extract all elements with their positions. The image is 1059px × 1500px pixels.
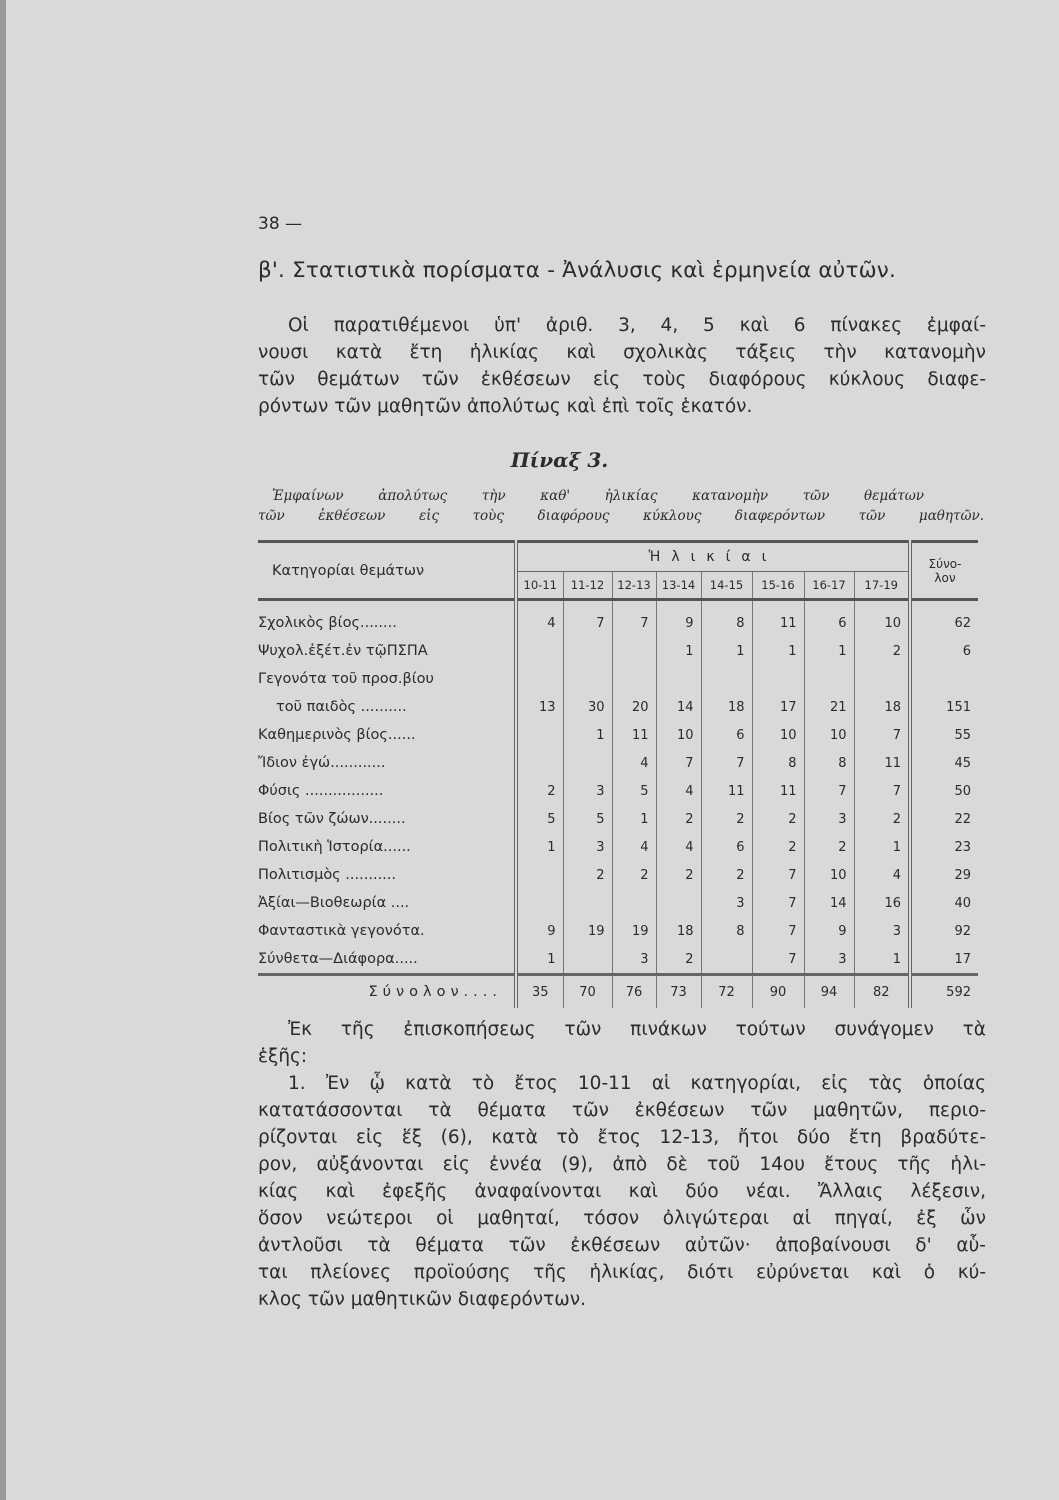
conclusion-line: κατατάσσονται τὰ θέματα τῶν ἐκθέσεων τῶν μαθητῶν, περιο- (258, 1100, 986, 1121)
value-cell (516, 889, 563, 917)
value-cell: 3 (854, 917, 910, 945)
conclusion-line: 1. Ἐν ᾧ κατὰ τὸ ἔτος 10-11 αἱ κατηγορίαι, εἰς τὰς ὁποίας (288, 1073, 986, 1094)
value-cell: 7 (563, 600, 612, 638)
conclusion-line: ἑξῆς: (258, 1046, 308, 1067)
table-row (258, 945, 978, 975)
age-column-header: 12-13 (612, 572, 656, 600)
value-cell: 4 (516, 600, 563, 638)
row-label: Ἀξίαι—Βιοθεωρία .... (258, 895, 410, 911)
value-cell: 7 (701, 749, 752, 777)
value-cell: 6 (701, 833, 752, 861)
value-cell: 7 (854, 777, 910, 805)
conclusion-line: Ἐκ τῆς ἐπισκοπήσεως τῶν πινάκων τούτων συνάγομεν τὰ (288, 1019, 986, 1040)
value-cell (612, 637, 656, 665)
value-cell: 4 (854, 861, 910, 889)
empty-cell (854, 665, 910, 693)
value-cell: 21 (804, 693, 854, 721)
value-cell: 19 (612, 917, 656, 945)
value-cell: 2 (612, 861, 656, 889)
row-label: Πολιτισμὸς ........... (258, 867, 397, 883)
totals-row (258, 975, 978, 1009)
value-cell: 9 (516, 917, 563, 945)
value-cell (612, 889, 656, 917)
value-cell (516, 749, 563, 777)
value-cell: 19 (563, 917, 612, 945)
value-cell: 1 (701, 637, 752, 665)
value-cell: 11 (752, 600, 804, 638)
ages-header: Ἡλικίαι (516, 542, 910, 572)
value-cell: 1 (854, 833, 910, 861)
value-cell: 7 (752, 945, 804, 975)
value-cell: 14 (656, 693, 701, 721)
intro-line: τῶν θεμάτων τῶν ἐκθέσεων εἰς τοὺς διαφόρους κύκλους διαφε- (258, 369, 986, 390)
data-table (258, 540, 978, 1008)
value-cell: 3 (804, 805, 854, 833)
row-label: Φανταστικὰ γεγονότα. (258, 923, 425, 939)
age-column-header: 13-14 (656, 572, 701, 600)
caption-line: τῶν ἐκθέσεων εἰς τοὺς διαφόρους κύκλους διαφερόντων τῶν μαθητῶν. (258, 508, 984, 524)
value-cell: 2 (656, 861, 701, 889)
value-cell (563, 945, 612, 975)
conclusion-line: κίας καὶ ἐφεξῆς ἀναφαίνονται καὶ δύο νέαι. Ἄλλαις λέξεσιν, (258, 1181, 986, 1202)
row-label: Ἴδιον ἐγώ............ (258, 755, 386, 771)
value-cell: 7 (752, 861, 804, 889)
table-row (258, 777, 978, 805)
value-cell: 3 (563, 777, 612, 805)
conclusion-line: ται πλείονες προϊούσης τῆς ἡλικίας, διότι εὐρύνεται καὶ ὁ κύ- (258, 1262, 986, 1283)
value-cell: 2 (563, 861, 612, 889)
value-cell: 2 (804, 833, 854, 861)
value-cell: 2 (854, 637, 910, 665)
section-heading: β'. Στατιστικὰ πορίσματα - Ἀνάλυσις καὶ ἑρμηνεία αὐτῶν. (258, 258, 897, 283)
row-label: Φύσις ................. (258, 783, 384, 799)
empty-cell (516, 665, 563, 693)
value-cell: 10 (752, 721, 804, 749)
age-column-header: 15-16 (752, 572, 804, 600)
empty-cell (910, 665, 978, 693)
table-title: Πίναξ 3. (510, 448, 609, 472)
row-total-cell: 55 (910, 721, 978, 749)
value-cell: 14 (804, 889, 854, 917)
row-total-cell: 92 (910, 917, 978, 945)
value-cell: 2 (656, 945, 701, 975)
row-label: Πολιτικὴ Ἱστορία...... (258, 839, 411, 855)
row-total-cell: 6 (910, 637, 978, 665)
value-cell: 4 (612, 833, 656, 861)
table-row (258, 693, 978, 721)
table-row (258, 805, 978, 833)
value-cell: 6 (804, 600, 854, 638)
table-row-label-continuation (258, 665, 978, 693)
value-cell: 1 (612, 805, 656, 833)
age-column-header: 16-17 (804, 572, 854, 600)
table-row (258, 917, 978, 945)
value-cell: 2 (656, 805, 701, 833)
conclusion-line: κλος τῶν μαθητικῶν διαφερόντων. (258, 1289, 586, 1310)
value-cell: 11 (854, 749, 910, 777)
conclusion-line: ἀντλοῦσι τὰ θέματα τῶν ἐκθέσεων αὐτῶν· ἀποβαίνουσι δ' αὗ- (258, 1235, 986, 1256)
empty-cell (656, 665, 701, 693)
column-total-cell: 72 (701, 975, 752, 1009)
row-total-cell: 23 (910, 833, 978, 861)
value-cell: 10 (656, 721, 701, 749)
value-cell: 1 (854, 945, 910, 975)
age-column-header: 14-15 (701, 572, 752, 600)
value-cell: 18 (854, 693, 910, 721)
value-cell: 8 (701, 600, 752, 638)
grand-total-cell: 592 (910, 975, 978, 1009)
scan-edge (0, 0, 6, 1500)
row-total-cell: 40 (910, 889, 978, 917)
row-total-cell: 62 (910, 600, 978, 638)
column-total-cell: 35 (516, 975, 563, 1009)
value-cell (563, 889, 612, 917)
value-cell (516, 721, 563, 749)
value-cell (563, 749, 612, 777)
table-row (258, 861, 978, 889)
table-row (258, 833, 978, 861)
value-cell: 8 (701, 917, 752, 945)
value-cell: 2 (752, 833, 804, 861)
table-row (258, 721, 978, 749)
value-cell: 7 (752, 889, 804, 917)
value-cell (563, 637, 612, 665)
value-cell: 2 (701, 805, 752, 833)
value-cell: 1 (516, 945, 563, 975)
value-cell: 11 (612, 721, 656, 749)
value-cell: 7 (752, 917, 804, 945)
intro-line: Οἱ παρατιθέμενοι ὑπ' ἀριθ. 3, 4, 5 καὶ 6 πίνακες ἐμφαί- (288, 315, 986, 336)
conclusion-line: ρον, αὐξάνονται εἰς ἐννέα (9), ἀπὸ δὲ τοῦ 14ου ἔτους τῆς ἡλι- (258, 1154, 986, 1175)
category-header: Κατηγορίαι θεμάτων (258, 542, 516, 600)
value-cell: 3 (701, 889, 752, 917)
row-total-cell: 50 (910, 777, 978, 805)
age-column-header: 11-12 (563, 572, 612, 600)
table-row (258, 637, 978, 665)
value-cell: 18 (656, 917, 701, 945)
value-cell: 7 (612, 600, 656, 638)
table-row (258, 600, 978, 638)
value-cell: 10 (854, 600, 910, 638)
value-cell: 1 (752, 637, 804, 665)
value-cell: 30 (563, 693, 612, 721)
conclusion-line: ὅσον νεώτεροι οἱ μαθηταί, τόσον ὀλιγώτεραι αἱ πηγαί, ἐξ ὧν (258, 1208, 986, 1229)
value-cell: 20 (612, 693, 656, 721)
total-header: Σύνο-λον (910, 542, 978, 600)
value-cell: 1 (516, 833, 563, 861)
value-cell (701, 945, 752, 975)
value-cell: 2 (854, 805, 910, 833)
value-cell: 7 (854, 721, 910, 749)
value-cell: 5 (612, 777, 656, 805)
value-cell: 1 (804, 637, 854, 665)
intro-line: ρόντων τῶν μαθητῶν ἀπολύτως καὶ ἐπὶ τοῖς ἑκατόν. (258, 396, 753, 417)
value-cell (516, 861, 563, 889)
column-total-cell: 73 (656, 975, 701, 1009)
table-row (258, 749, 978, 777)
row-label: Ψυχολ.ἐξέτ.ἐν τῷΠΣΠΑ (258, 643, 428, 659)
value-cell (516, 637, 563, 665)
empty-cell (752, 665, 804, 693)
totals-label: Σύνολον.... (258, 975, 516, 1009)
value-cell: 11 (701, 777, 752, 805)
age-column-header: 17-19 (854, 572, 910, 600)
value-cell: 10 (804, 721, 854, 749)
column-total-cell: 76 (612, 975, 656, 1009)
intro-paragraph (258, 312, 986, 420)
page-number: 38 — (258, 214, 303, 234)
value-cell: 8 (804, 749, 854, 777)
row-label: Σύνθετα—Διάφορα..... (258, 951, 418, 967)
table-caption (258, 486, 984, 526)
value-cell: 1 (656, 637, 701, 665)
value-cell: 3 (612, 945, 656, 975)
row-label: τοῦ παιδὸς .......... (276, 699, 407, 715)
value-cell: 6 (701, 721, 752, 749)
row-total-cell: 22 (910, 805, 978, 833)
column-total-cell: 94 (804, 975, 854, 1009)
row-total-cell: 151 (910, 693, 978, 721)
age-column-header: 10-11 (516, 572, 563, 600)
empty-cell (701, 665, 752, 693)
table-row (258, 889, 978, 917)
empty-cell (563, 665, 612, 693)
value-cell: 11 (752, 777, 804, 805)
empty-cell (612, 665, 656, 693)
value-cell: 17 (752, 693, 804, 721)
empty-cell (804, 665, 854, 693)
value-cell: 4 (656, 833, 701, 861)
value-cell: 18 (701, 693, 752, 721)
value-cell: 10 (804, 861, 854, 889)
value-cell: 9 (656, 600, 701, 638)
row-label: Σχολικὸς βίος........ (258, 600, 516, 638)
value-cell (656, 889, 701, 917)
value-cell: 2 (701, 861, 752, 889)
value-cell: 16 (854, 889, 910, 917)
value-cell: 13 (516, 693, 563, 721)
value-cell: 3 (563, 833, 612, 861)
value-cell: 5 (563, 805, 612, 833)
row-total-cell: 17 (910, 945, 978, 975)
intro-line: νουσι κατὰ ἔτη ἡλικίας καὶ σχολικὰς τάξεις τὴν κατανομὴν (258, 342, 986, 363)
row-total-cell: 29 (910, 861, 978, 889)
row-total-cell: 45 (910, 749, 978, 777)
value-cell: 8 (752, 749, 804, 777)
value-cell: 2 (752, 805, 804, 833)
value-cell: 2 (516, 777, 563, 805)
value-cell: 7 (804, 777, 854, 805)
conclusion-paragraph (258, 1016, 986, 1313)
column-total-cell: 70 (563, 975, 612, 1009)
column-total-cell: 82 (854, 975, 910, 1009)
value-cell: 1 (563, 721, 612, 749)
column-total-cell: 90 (752, 975, 804, 1009)
row-label: Βίος τῶν ζώων........ (258, 811, 406, 827)
value-cell: 5 (516, 805, 563, 833)
value-cell: 7 (656, 749, 701, 777)
value-cell: 4 (612, 749, 656, 777)
value-cell: 4 (656, 777, 701, 805)
row-label: Γεγονότα τοῦ προσ.βίου (258, 671, 434, 687)
value-cell: 9 (804, 917, 854, 945)
caption-line: Ἐμφαίνων ἀπολύτως τὴν καθ' ἡλικίας κατανομὴν τῶν θεμάτων (272, 488, 924, 504)
row-label: Καθημερινὸς βίος...... (258, 727, 416, 743)
value-cell: 3 (804, 945, 854, 975)
conclusion-line: ρίζονται εἰς ἕξ (6), κατὰ τὸ ἔτος 12-13, ἤτοι δύο ἔτη βραδύτε- (258, 1127, 986, 1148)
